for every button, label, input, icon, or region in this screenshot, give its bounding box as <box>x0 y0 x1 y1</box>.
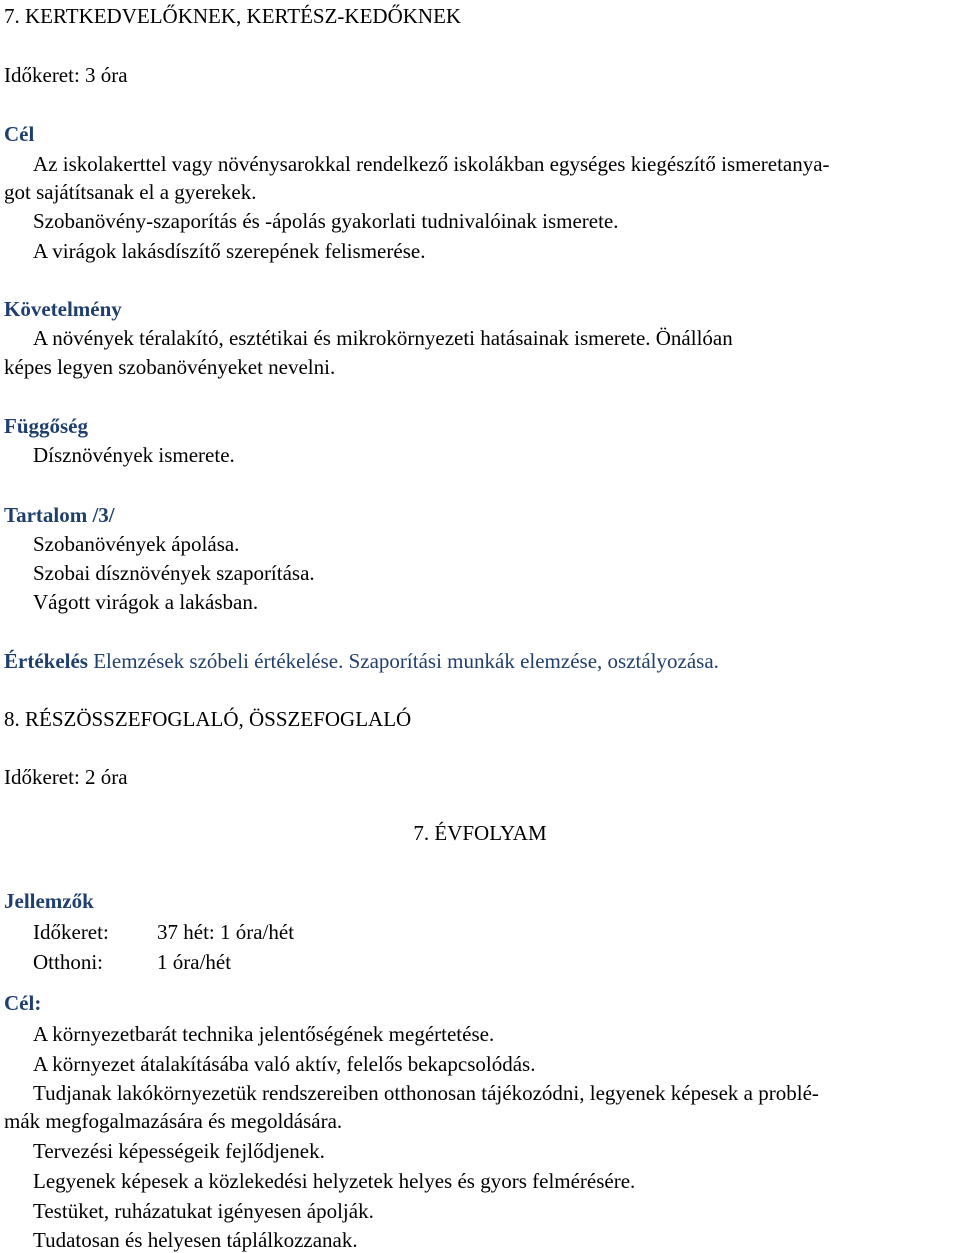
grade-goal-line: Tudjanak lakókörnyezetük rendszereiben otthonosan tájékozódni, legyenek képesek a problé- <box>33 1081 819 1105</box>
evaluation-heading: Értékelés <box>4 649 88 673</box>
evaluation-text: Elemzések szóbeli értékelése. Szaporítási munkák elemzése, osztályozása. <box>87 649 719 673</box>
content-line: Vágott virágok a lakásban. <box>33 590 259 614</box>
grade-goal-heading: Cél: <box>4 991 42 1015</box>
requirement-heading: Követelmény <box>4 297 122 321</box>
grade-goal-line: mák megfogalmazására és megoldására. <box>4 1109 343 1133</box>
dependency-text: Dísznövények ismerete. <box>33 443 235 467</box>
characteristics-label: Időkeret: <box>33 920 109 944</box>
grade-goal-line: Legyenek képesek a közlekedési helyzetek helyes és gyors felmérésére. <box>33 1169 636 1193</box>
content-line: Szobai dísznövények szaporítása. <box>33 561 315 585</box>
section-7-timeframe: Időkeret: 3 óra <box>4 63 128 87</box>
characteristics-value: 1 óra/hét <box>157 950 232 974</box>
requirement-line: képes legyen szobanövényeket nevelni. <box>4 355 336 379</box>
section-7-title: 7. KERTKEDVELŐKNEK, KERTÉSZ-KEDŐKNEK <box>4 4 462 28</box>
content-line: Szobanövények ápolása. <box>33 532 240 556</box>
characteristics-heading: Jellemzők <box>4 889 94 913</box>
requirement-line: A növények téralakító, esztétikai és mikrokörnyezeti hatásainak ismerete. Önállóan <box>33 326 733 350</box>
grade-goal-line: Tervezési képességeik fejlődjenek. <box>33 1139 325 1163</box>
goal-line: Szobanövény-szaporítás és -ápolás gyakorlati tudnivalóinak ismerete. <box>33 209 619 233</box>
goal-line: got sajátítsanak el a gyerekek. <box>4 180 257 204</box>
grade-goal-line: A környezetbarát technika jelentőségének megértetése. <box>33 1022 495 1046</box>
goal-line: A virágok lakásdíszítő szerepének felismerése. <box>33 239 426 263</box>
grade-goal-line: Testüket, ruházatukat igényesen ápolják. <box>33 1199 374 1223</box>
grade-goal-line: A környezet átalakításába való aktív, felelős bekapcsolódás. <box>33 1052 536 1076</box>
goal-heading: Cél <box>4 122 35 146</box>
characteristics-label: Otthoni: <box>33 950 104 974</box>
characteristics-value: 37 hét: 1 óra/hét <box>157 920 295 944</box>
section-8-title: 8. RÉSZÖSSZEFOGLALÓ, ÖSSZEFOGLALÓ <box>4 707 412 731</box>
evaluation-line <box>4 648 719 674</box>
section-8-timeframe: Időkeret: 2 óra <box>4 765 128 789</box>
content-heading: Tartalom /3/ <box>4 503 115 527</box>
dependency-heading: Függőség <box>4 414 88 438</box>
grade-heading: 7. ÉVFOLYAM <box>413 821 547 845</box>
grade-goal-line: Tudatosan és helyesen táplálkozzanak. <box>33 1228 358 1252</box>
goal-line: Az iskolakerttel vagy növénysarokkal rendelkező iskolákban egységes kiegészítő ismeretanya- <box>33 152 830 176</box>
